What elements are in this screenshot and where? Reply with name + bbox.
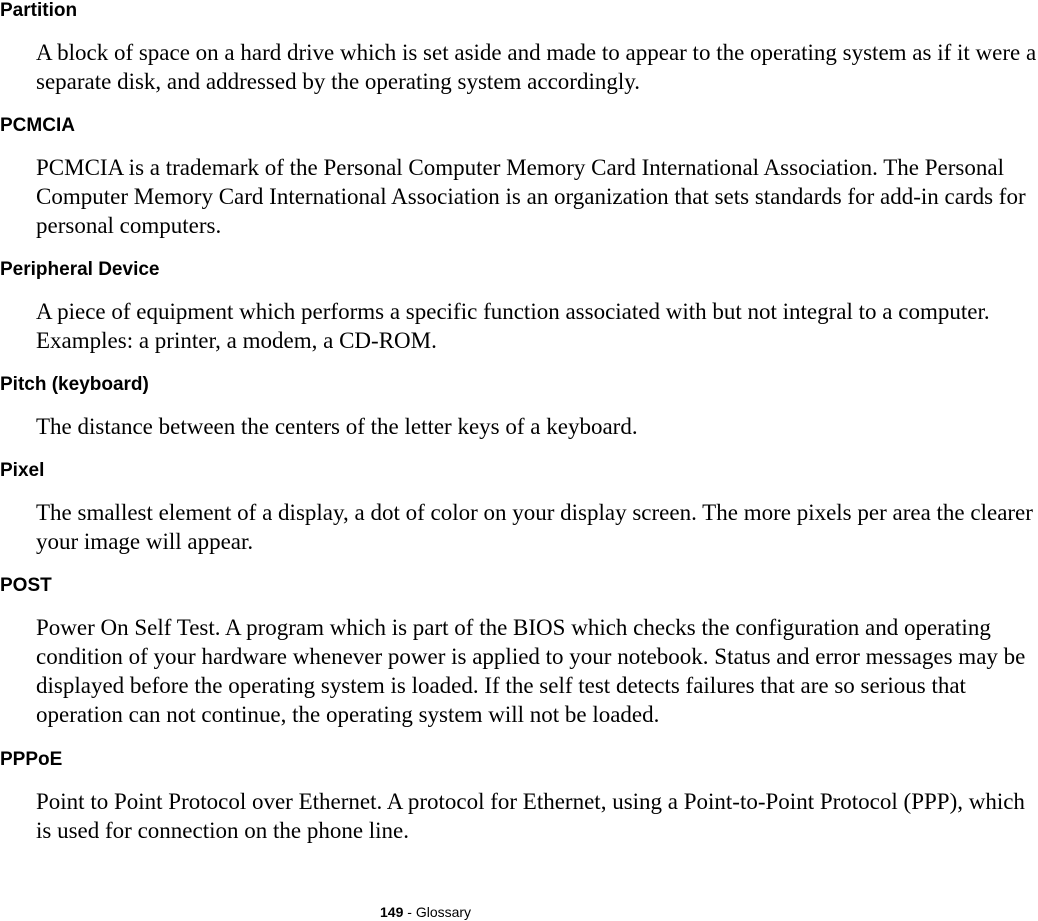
term-heading: PPPoE (0, 749, 63, 770)
glossary-entry-pppoe (0, 749, 1038, 845)
footer-section-label: Glossary (415, 904, 472, 920)
term-heading: Partition (0, 0, 78, 21)
term-definition: A block of space on a hard drive which is set aside and made to appear to the operating system as if it were a separate disk, and addressed by the operating system accordingly. (36, 40, 1037, 94)
glossary-entry-partition (0, 0, 1038, 96)
glossary-entry-pcmcia (0, 115, 1038, 240)
term-definition: The distance between the centers of the letter keys of a keyboard. (36, 414, 638, 439)
term-definition: Point to Point Protocol over Ethernet. A protocol for Ethernet, using a Point-to-Point Protocol (PPP), which is used for connection on the phone line. (36, 789, 1025, 843)
glossary-entry-pixel (0, 460, 1038, 556)
term-heading: Pitch (keyboard) (0, 374, 149, 395)
term-definition: PCMCIA is a trademark of the Personal Computer Memory Card International Association. The Personal Computer Memory Card International Association is an organization that sets standards for add-in cards for personal computers. (36, 155, 1026, 238)
term-heading: Peripheral Device (0, 259, 160, 280)
term-definition: A piece of equipment which performs a specific function associated with but not integral to a computer. Examples: a printer, a modem, a CD-ROM. (36, 299, 990, 353)
glossary-entry-post (0, 575, 1038, 729)
term-heading: Pixel (0, 460, 45, 481)
term-heading: POST (0, 575, 52, 596)
term-definition: The smallest element of a display, a dot of color on your display screen. The more pixels per area the clearer your image will appear. (36, 500, 1033, 554)
term-heading: PCMCIA (0, 115, 75, 136)
footer-separator: - (403, 904, 416, 920)
term-definition: Power On Self Test. A program which is part of the BIOS which checks the configuration and operating condition of your hardware whenever power is applied to your notebook. Status and error messages may be displayed before the operating system is loaded. If the self test detects failures that are so serious that operation can not continue, the operating system will not be loaded. (36, 615, 1026, 727)
glossary-entry-pitch-keyboard (0, 374, 1038, 441)
glossary-entry-peripheral-device (0, 259, 1038, 355)
page-number: 149 (380, 904, 404, 920)
page-footer (380, 904, 471, 920)
